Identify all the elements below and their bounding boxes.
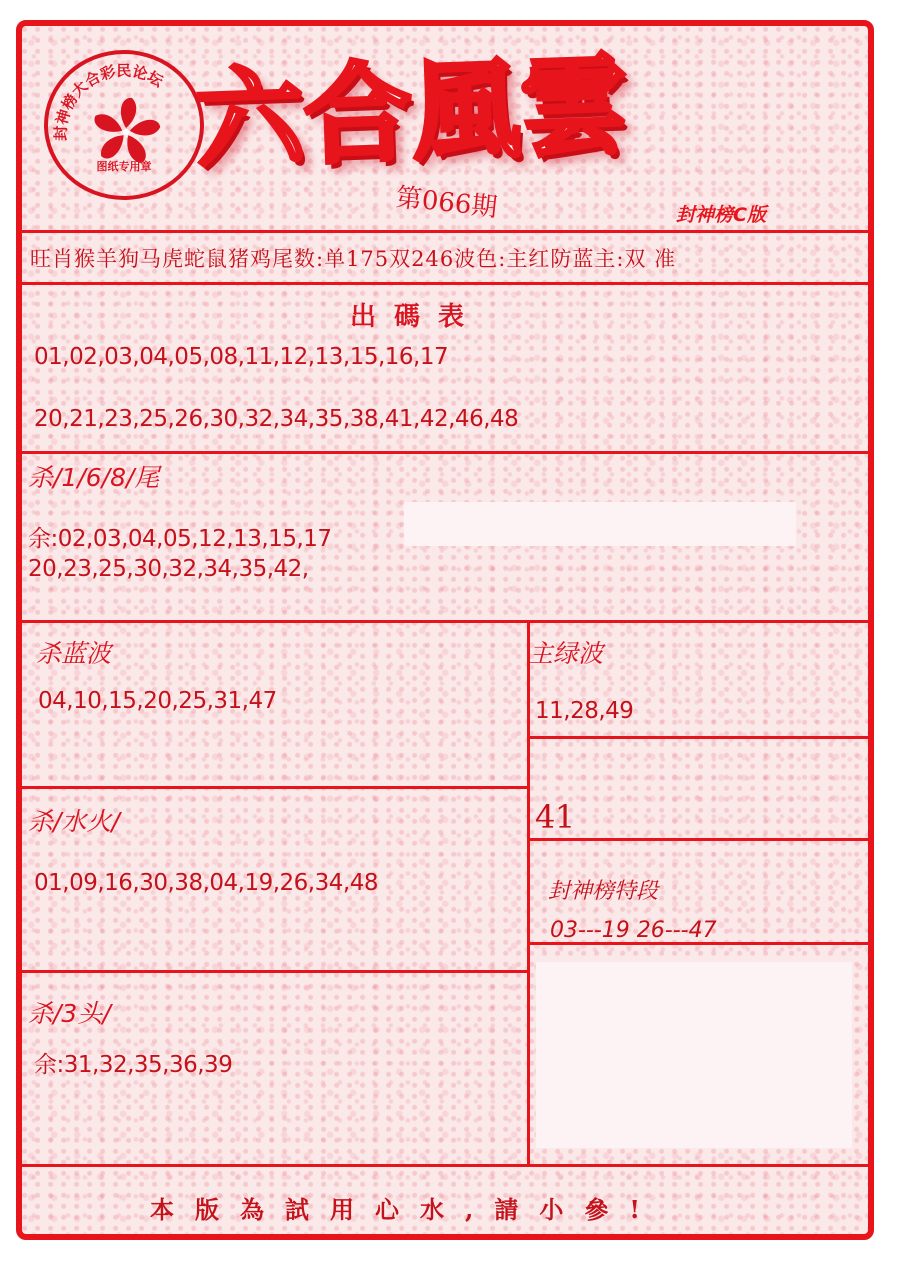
divider xyxy=(22,970,530,973)
divider xyxy=(22,282,868,285)
kill-water-fire-title: 杀/水火/ xyxy=(28,807,120,836)
seal-stamp xyxy=(44,50,204,200)
kill-heads-numbers: 余:31,32,35,36,39 xyxy=(34,1052,233,1078)
special-segment-value: 03---19 26---47 xyxy=(550,918,717,943)
divider xyxy=(22,451,868,454)
divider xyxy=(22,230,868,233)
blank-box xyxy=(404,502,796,546)
chart-title: 出碼表 xyxy=(350,302,483,332)
kill-tails-row-1: 余:02,03,04,05,12,13,15,17 xyxy=(28,526,332,552)
seal-bottom-text: 图纸专用章 xyxy=(96,160,152,173)
main-green-numbers: 11,28,49 xyxy=(535,698,634,724)
issue-number: 第066期 xyxy=(394,182,499,224)
divider xyxy=(22,1164,868,1167)
main-green-title: 主绿波 xyxy=(528,639,604,668)
blank-panel xyxy=(536,962,852,1148)
kill-water-fire-numbers: 01,09,16,30,38,04,19,26,34,48 xyxy=(34,870,378,896)
chart-row-1: 01,02,03,04,05,08,11,12,13,15,16,17 xyxy=(34,344,449,370)
kill-tails-row-2: 20,23,25,30,32,34,35,42, xyxy=(28,556,309,582)
divider xyxy=(530,736,868,739)
edition-label: 封神榜C版 xyxy=(676,204,766,226)
chart-row-2: 20,21,23,25,26,30,32,34,35,38,41,42,46,48 xyxy=(34,406,519,432)
divider xyxy=(22,620,868,623)
divider xyxy=(530,838,868,841)
bauhinia-icon xyxy=(92,98,162,166)
footer-note: 本版為試用心水,請小參! xyxy=(150,1195,661,1224)
kill-blue-title: 杀蓝波 xyxy=(36,639,112,668)
kill-heads-title: 杀/3头/ xyxy=(28,999,111,1028)
seal-graphic xyxy=(48,54,200,196)
divider xyxy=(527,620,530,1166)
kill-tails-title: 杀/1/6/8/尾 xyxy=(28,463,160,492)
kill-blue-numbers: 04,10,15,20,25,31,47 xyxy=(38,688,277,714)
page-title: 六合風雲 xyxy=(193,42,631,184)
single-number: 41 xyxy=(535,798,575,836)
special-segment-title: 封神榜特段 xyxy=(548,879,659,904)
divider xyxy=(22,786,530,789)
seal-text: 封神榜大合彩民论坛 xyxy=(51,61,167,141)
zodiac-banner: 旺肖猴羊狗马虎蛇鼠猪鸡尾数:单175双246波色:主红防蓝主:双 准 xyxy=(30,247,677,271)
